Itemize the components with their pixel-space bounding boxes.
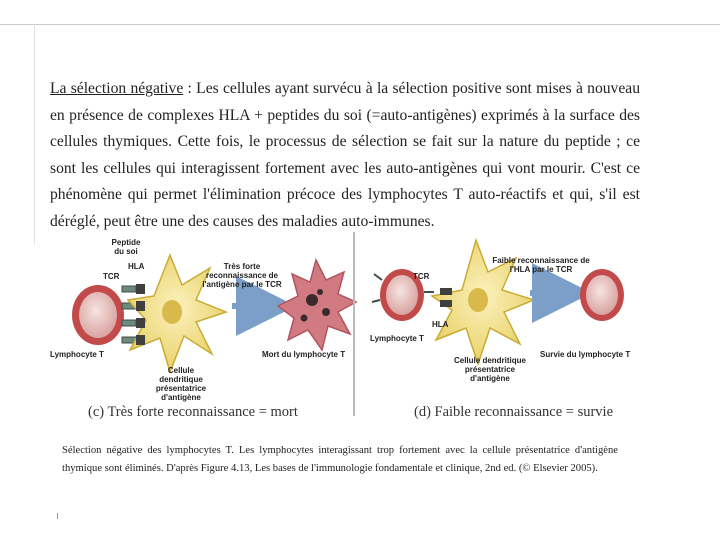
dendritic-nucleus-d <box>468 288 488 312</box>
hla-label-d: HLA <box>432 320 449 329</box>
hla-label-c: HLA <box>128 262 145 271</box>
figure-legend: Sélection négative des lymphocytes T. Les lymphocytes interagissant trop fortement avec la cellule présentatrice d'antigène thymique sont éliminés. D'après Figure 4.13, Les bases de l'immunologie fondamentale et clinique, 2nd ed. (© Elsevier 2005). <box>62 445 618 474</box>
slide-mark <box>57 513 58 519</box>
death-label: Mort du lymphocyte T <box>262 350 346 359</box>
lymphocyte-cell-c <box>72 285 124 345</box>
surviving-lymphocyte <box>580 269 624 321</box>
tcr-receptors-c <box>122 286 136 343</box>
panel-d-caption: (d) Faible reconnaissance = survie <box>414 404 614 420</box>
panel-c-caption: (c) Très forte reconnaissance = mort <box>88 404 298 420</box>
dendritic-label-c: Cellule dendritique présentatrice d'antigène <box>155 366 207 402</box>
peptide-label: Peptide du soi <box>111 238 141 256</box>
paragraph-body: : Les cellules ayant survécu à la sélection positive sont mises à nouveau en présence de complexes HLA + peptides du soi (=auto-antigènes) exprimés à la surface des cellules thymiques. Cette fois, le processus de sélection se fait sur la nature du peptide ; ce sont les cellules qui interagissent fortement avec les auto-antigènes qui vont mourir. C'est ce phénomène qui permet l'élimination précoce des lymphocytes T auto-réactifs et qui, s'il est déréglé, peut être une des causes des maladies auto-immunes. <box>50 80 640 230</box>
strong-recognition-label: Très forte reconnaissance de l'antigène par le TCR <box>202 262 282 289</box>
survival-label: Survie du lymphocyte T <box>540 350 631 359</box>
lymphocyte-label-d: Lymphocyte T <box>370 334 424 343</box>
paragraph-lead: La sélection négative <box>50 80 184 97</box>
dying-lymphocyte <box>278 260 356 350</box>
tcr-label-d: TCR <box>413 272 430 281</box>
tcr-label-c: TCR <box>103 272 120 281</box>
dendritic-nucleus-c <box>162 300 182 324</box>
dendritic-label-d: Cellule dendritique présentatrice d'antigène <box>453 356 526 383</box>
lymphocyte-label-c: Lymphocyte T <box>50 350 104 359</box>
panel-divider <box>353 232 355 416</box>
weak-recognition-label: Faible reconnaissance de l'HLA par le TCR <box>492 256 590 274</box>
